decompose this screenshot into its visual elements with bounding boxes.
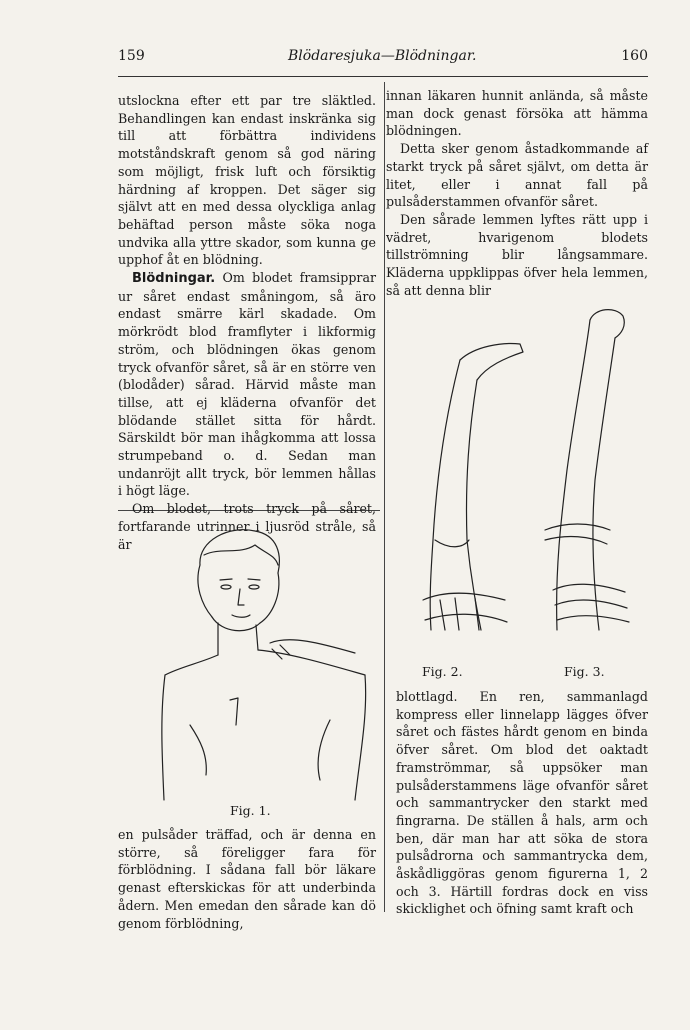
- paragraph: innan läkaren hunnit anlända, så måste man dock genast försöka att hämma blödningen.: [386, 88, 648, 139]
- figure-1-illustration: [160, 525, 370, 805]
- figure-2-3-illustration: [395, 300, 650, 660]
- paragraph: Den sårade lemmen lyftes rätt upp i vädret, hvarigenom blodets tillströmning blir långsammare. Kläderna uppklippas öfver hela lemmen, så att denna blir: [386, 211, 648, 298]
- header-rule: [118, 76, 648, 77]
- page-number-left: 159: [118, 48, 145, 64]
- figure-3-caption: Fig. 3.: [564, 664, 605, 679]
- paragraph: Detta sker genom åstadkommande af starkt tryck på såret självt, om detta är litet, eller i annat fall på pulsåderstammen ofvanför såret.: [386, 141, 648, 210]
- right-column-bottom: [396, 688, 648, 918]
- figure-2-caption: Fig. 2.: [422, 664, 463, 679]
- running-title: Blödaresjuka—Blödningar.: [288, 48, 477, 64]
- right-column-top: [386, 87, 648, 299]
- left-column-bottom: [118, 826, 376, 932]
- paragraph: [118, 269, 376, 500]
- paragraph: Om blodet, trots tryck på såret, fortfarande utrinner i ljusröd stråle, så är: [118, 501, 376, 552]
- figure-1-caption: Fig. 1.: [230, 803, 271, 818]
- left-column-top: [118, 92, 376, 553]
- paragraph: en pulsåder träffad, och är denna en större, så föreligger fara för förblödning. I sådana fall bör läkare genast efterskickas för att underbinda ådern. Men emedan den sårade kan dö genom förblödning,: [118, 827, 376, 931]
- paragraph-text: Om blodet framsipprar ur såret endast småningom, så äro endast smärre kärl skadade. Om mörkrödt blod framflyter i likformig ström, och blödningen ökas genom tryck ofvanför såret, så är en större ven (blodåder) sårad. Härvid måste man tillse, att ej kläderna ofvanför det blödande stället sitta för hårdt. Särskildt bör man ihågkomma att lossa strumpeband o. d. Sedan man undanröjt allt tryck, bör lemmen hållas i högt läge.: [118, 270, 376, 499]
- paragraph: utslockna efter ett par tre släktled. Behandlingen kan endast inskränka sig till att förbättra individens motståndskraft genom så god näring som möjligt, frisk luft och försiktig härdning af kroppen. Det säger sig självt att en med dessa olyckliga anlag behäftad person måste söka noga undvika alla yttre skador, som kunna ge upphof åt en blödning.: [118, 93, 376, 268]
- paragraph: blottlagd. En ren, sammanlagd kompress eller linnelapp lägges öfver såret och fästes hårdt genom en binda öfver såret. Om blod det oaktadt framströmmar, så uppsöker man pulsåderstammens läge ofvanför såret och sammantrycker den starkt med fingrarna. De ställen å hals, arm och ben, där man har att söka de stora pulsådrorna och sammantrycka dem, åskådliggöras genom figurerna 1, 2 och 3. Härtill fordras dock en viss skicklighet och öfning samt kraft och: [396, 689, 648, 917]
- section-heading: Blödningar.: [132, 271, 216, 287]
- page-number-right: 160: [621, 48, 648, 64]
- page-header: [118, 48, 648, 70]
- column-divider: [384, 82, 385, 912]
